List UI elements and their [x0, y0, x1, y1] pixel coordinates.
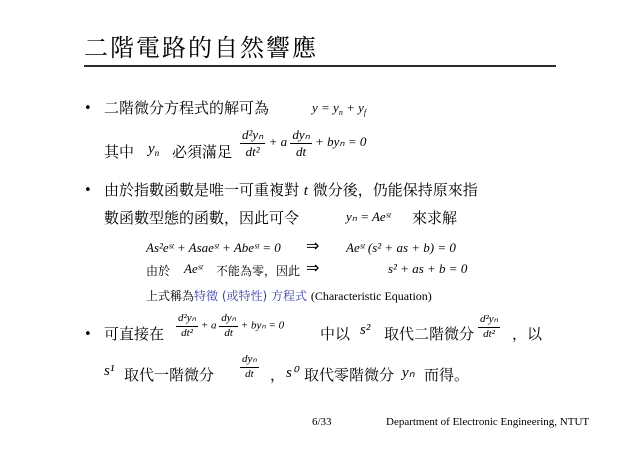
bullet-3: • — [84, 327, 92, 342]
bullet-2-line2-end: 來求解 — [412, 209, 458, 227]
yn-symbol: $y_n$ — [148, 141, 160, 158]
replace-first-order: 取代一階微分 — [124, 366, 215, 384]
line2-prefix: 其中 — [104, 143, 135, 161]
implies-arrow-2: ⇒ — [306, 258, 320, 277]
since-label: 由於 — [146, 264, 171, 278]
first-derivative: $\frac{\text{dyₙ}}{dt}$ — [242, 353, 257, 380]
page-title: 二階電路的自然響應 — [84, 34, 318, 62]
line2-suffix: 必須滿足 — [172, 143, 233, 161]
bullet-2: • — [84, 183, 92, 198]
characteristic-equation: s² + as + b = 0 — [388, 261, 468, 276]
solution-equation: $y = y_n + y_f$ — [312, 100, 367, 117]
s-zero: s⁰ — [286, 365, 298, 381]
ode-equation-1: $\frac{\text{d²yₙ}}{\text{dt²}}$ + a $\frac{\text{dyₙ}}{dt}$ + byₙ = 0 — [242, 127, 367, 159]
comma-1: ，以 — [512, 325, 543, 343]
comma-2: ， — [270, 366, 286, 384]
page-number: 6/33 — [312, 416, 332, 428]
second-derivative: $\frac{\text{d²yₙ}}{\text{dt²}}$ — [480, 313, 499, 340]
bullet-3-prefix: 可直接在 — [104, 325, 165, 343]
bullet-1-text: 二階微分方程式的解可為 — [104, 99, 270, 117]
since-expression: Aeˢᵗ — [184, 261, 203, 276]
bullet-2-line2: 數函數型態的函數，因此可令 — [104, 209, 300, 227]
implies-arrow-1: ⇒ — [306, 236, 320, 255]
bullet-3-end: 而得。 — [424, 366, 470, 384]
characteristic-term: 特徵 (或特性) 方程式 — [194, 289, 308, 303]
replace-second-order: 取代二階微分 — [384, 325, 475, 343]
expanded-equation: As²eˢᵗ + Asaeˢᵗ + Abeˢᵗ = 0 — [146, 240, 281, 255]
nonzero-text: 不能為零，因此 — [216, 264, 301, 278]
characteristic-caption: 上式稱為特徵 (或特性) 方程式 (Characteristic Equation) — [146, 289, 432, 303]
bullet-2-line1: 由於指數函數是唯一可重複對 t 微分後，仍能保持原來指 — [104, 181, 478, 199]
s-squared: s² — [360, 322, 371, 338]
s-first: s¹ — [104, 363, 115, 379]
yn-symbol-2: yₙ — [402, 365, 415, 381]
title-underline — [84, 65, 556, 67]
bullet-3-mid: 中以 — [320, 325, 351, 343]
department-footer: Department of Electronic Engineering, NTUT — [386, 416, 590, 428]
ode-equation-2: $\frac{\text{d²yₙ}}{\text{dt²}}$ + a $\frac{\text{dyₙ}}{dt}$ + byₙ = 0 — [178, 312, 285, 339]
bullet-1: • — [84, 101, 92, 116]
factored-equation: Aeˢᵗ (s² + as + b) = 0 — [346, 240, 456, 255]
yn-assumption: yₙ = Aeˢᵗ — [346, 209, 391, 224]
replace-zero-order: 取代零階微分 — [304, 366, 395, 384]
